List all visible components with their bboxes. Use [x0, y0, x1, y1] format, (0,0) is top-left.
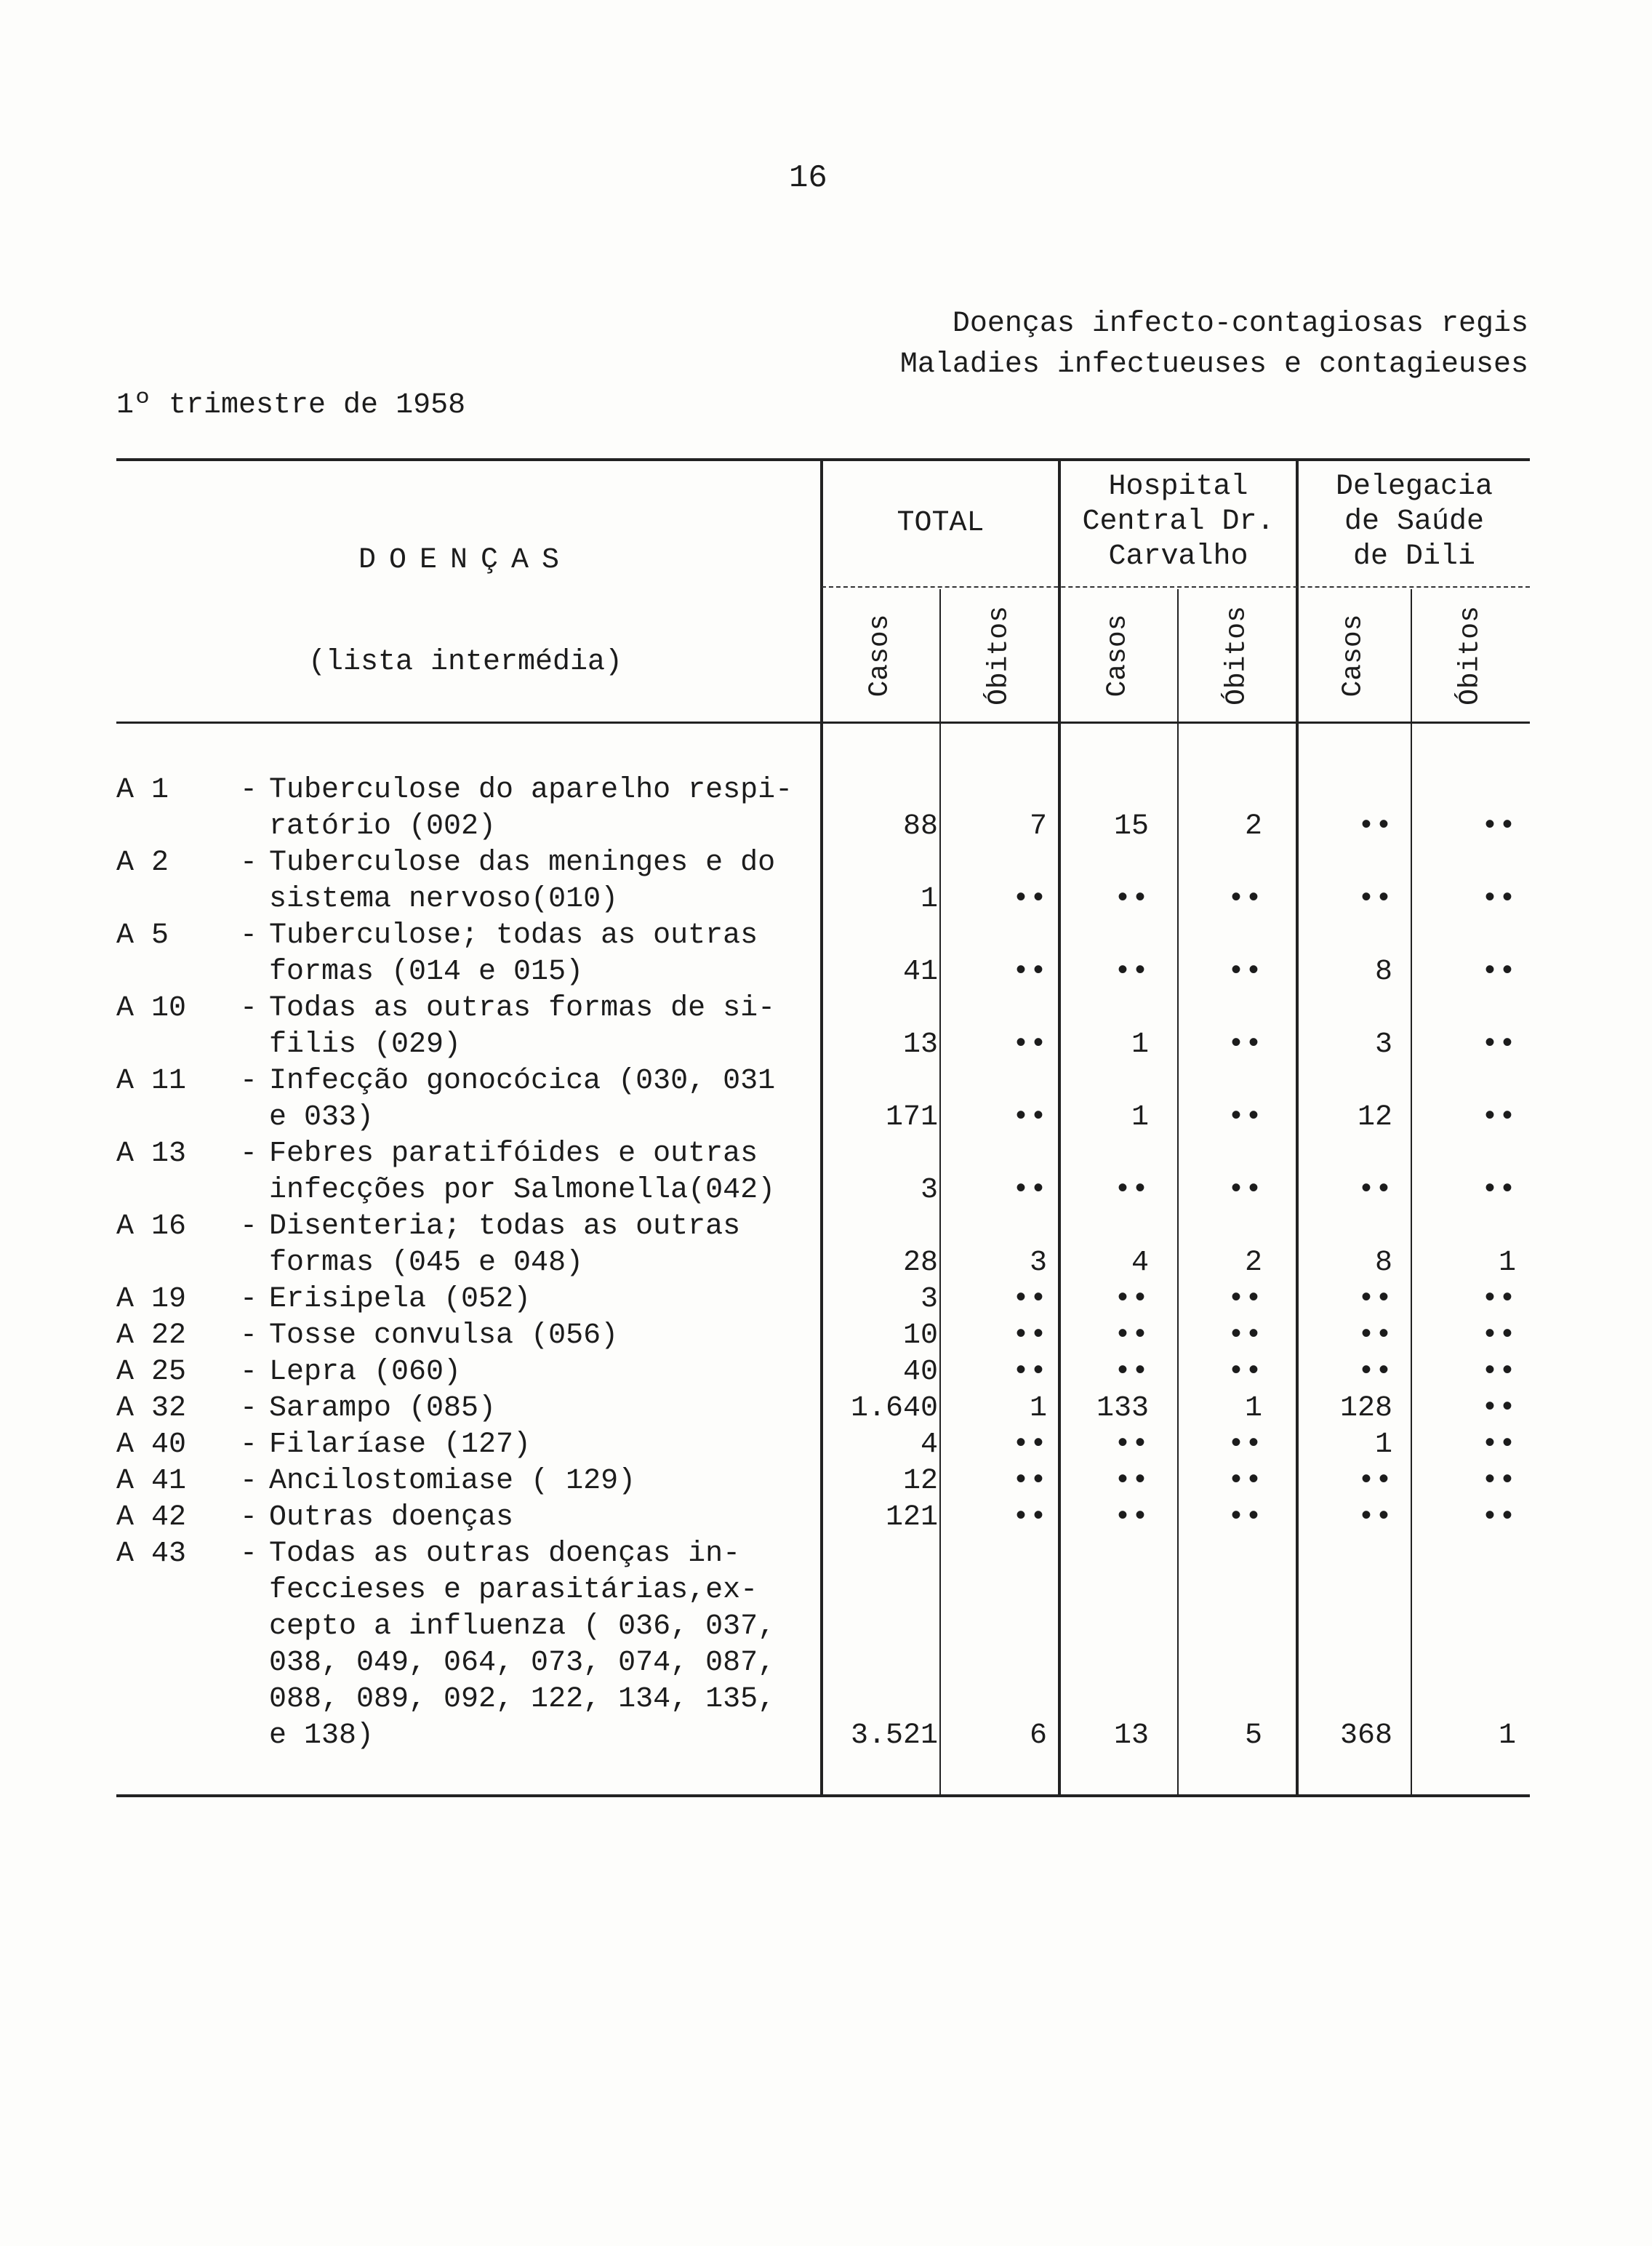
- cell-total-obitos: ••: [1011, 1465, 1047, 1498]
- separator-dash: -: [240, 1428, 258, 1461]
- disease-name-continued: sistema nervoso(010): [269, 883, 619, 916]
- separator-dash: -: [240, 1392, 258, 1425]
- cell-total-casos: 12: [902, 1465, 938, 1498]
- separator-dash: -: [240, 992, 258, 1025]
- cell-del-obitos: ••: [1480, 1283, 1516, 1316]
- cell-total-obitos: ••: [1011, 956, 1047, 988]
- cell-hosp-obitos: ••: [1227, 1501, 1262, 1534]
- disease-code: A 32: [116, 1392, 187, 1425]
- cell-hosp-obitos: ••: [1227, 1356, 1262, 1388]
- cell-del-casos: ••: [1357, 1501, 1392, 1534]
- cell-hosp-obitos: ••: [1227, 1174, 1262, 1207]
- table-bottom-rule: [116, 1794, 1530, 1797]
- disease-code: A 10: [116, 992, 187, 1025]
- cell-del-casos: 368: [1339, 1719, 1392, 1752]
- disease-name: Infecção gonocócica (030, 031: [269, 1065, 776, 1098]
- disease-name: Outras doenças: [269, 1501, 514, 1534]
- cell-del-obitos: ••: [1480, 1101, 1516, 1134]
- disease-name: Disenteria; todas as outras: [269, 1210, 741, 1243]
- title-portuguese: Doenças infecto-contagiosas regis: [952, 308, 1528, 340]
- cell-hosp-casos: ••: [1113, 1356, 1149, 1388]
- cell-total-obitos: 7: [1029, 810, 1047, 843]
- header-diseases: DOENÇAS: [358, 544, 573, 577]
- cell-total-obitos: ••: [1011, 1101, 1047, 1134]
- table-row: [116, 1354, 461, 1391]
- disease-name: Tuberculose; todas as outras: [269, 919, 758, 952]
- separator-dash: -: [240, 1501, 258, 1534]
- disease-code: A 41: [116, 1465, 187, 1498]
- cell-hosp-obitos: ••: [1227, 956, 1262, 988]
- cell-del-casos: 8: [1374, 1247, 1392, 1279]
- header-delegacia: Delegacia de Saúde de Dili: [1335, 471, 1493, 573]
- disease-code: A 22: [116, 1319, 187, 1352]
- table-title: [900, 304, 1528, 385]
- cell-total-obitos: 1: [1029, 1392, 1047, 1425]
- cell-hosp-casos: 1: [1131, 1101, 1149, 1134]
- cell-del-casos: 1: [1374, 1428, 1392, 1461]
- header-list: (lista intermédia): [308, 646, 623, 679]
- cell-hosp-casos: 4: [1131, 1247, 1149, 1279]
- disease-name: Filaríase (127): [269, 1428, 532, 1461]
- cell-del-obitos: ••: [1480, 1392, 1516, 1425]
- cell-total-obitos: 6: [1029, 1719, 1047, 1752]
- separator-dash: -: [240, 1138, 258, 1170]
- cell-hosp-obitos: ••: [1227, 1465, 1262, 1498]
- disease-code: A 2: [116, 847, 169, 879]
- cell-hosp-casos: ••: [1113, 1428, 1149, 1461]
- cell-del-obitos: ••: [1480, 1501, 1516, 1534]
- cell-total-casos: 3: [920, 1174, 938, 1207]
- cell-hosp-obitos: 5: [1244, 1719, 1262, 1752]
- disease-name: Febres paratifóides e outras: [269, 1138, 758, 1170]
- disease-name-continued: filis (029): [269, 1028, 462, 1061]
- table-row: [116, 1209, 740, 1282]
- header-total-obitos: Óbitos: [983, 606, 1015, 706]
- table-row: [116, 1463, 635, 1500]
- cell-total-obitos: ••: [1011, 1174, 1047, 1207]
- cell-total-obitos: ••: [1011, 1501, 1047, 1534]
- cell-total-obitos: ••: [1011, 1356, 1047, 1388]
- disease-name: Tuberculose do aparelho respi-: [269, 774, 793, 807]
- separator-dash: -: [240, 919, 258, 952]
- period-label: 1º trimestre de 1958: [116, 389, 466, 422]
- cell-del-obitos: 1: [1498, 1719, 1516, 1752]
- cell-hosp-obitos: ••: [1227, 1428, 1262, 1461]
- cell-del-casos: ••: [1357, 1319, 1392, 1352]
- cell-hosp-casos: ••: [1113, 1319, 1149, 1352]
- cell-total-obitos: ••: [1011, 1283, 1047, 1316]
- disease-name-continued: e 138): [269, 1719, 374, 1752]
- separator-dash: -: [240, 1356, 258, 1388]
- cell-total-obitos: 3: [1029, 1247, 1047, 1279]
- cell-del-casos: ••: [1357, 1356, 1392, 1388]
- table-top-rule: [116, 458, 1530, 461]
- cell-del-casos: ••: [1357, 810, 1392, 843]
- disease-code: A 42: [116, 1501, 187, 1534]
- cell-hosp-obitos: ••: [1227, 1283, 1262, 1316]
- disease-name: Todas as outras formas de si-: [269, 992, 776, 1025]
- cell-total-casos: 41: [902, 956, 938, 988]
- disease-name-continued: formas (014 e 015): [269, 956, 584, 988]
- disease-name: Erisipela (052): [269, 1283, 532, 1316]
- disease-code: A 19: [116, 1283, 187, 1316]
- cell-del-casos: ••: [1357, 1283, 1392, 1316]
- cell-hosp-obitos: 2: [1244, 1247, 1262, 1279]
- cell-hosp-casos: 15: [1113, 810, 1149, 843]
- table-row: [116, 1136, 775, 1209]
- disease-code: A 43: [116, 1538, 187, 1570]
- table-row: [116, 1427, 531, 1463]
- disease-name: Todas as outras doenças in-: [269, 1538, 741, 1570]
- header-total: TOTAL: [897, 507, 985, 540]
- cell-hosp-casos: ••: [1113, 1501, 1149, 1534]
- cell-del-casos: 128: [1339, 1392, 1392, 1425]
- cell-total-obitos: ••: [1011, 1319, 1047, 1352]
- cell-total-casos: 171: [885, 1101, 938, 1134]
- header-hospital-casos: Casos: [1102, 614, 1134, 698]
- page-number: 16: [789, 160, 827, 196]
- cell-del-casos: 8: [1374, 956, 1392, 988]
- header-hospital-obitos: Óbitos: [1221, 606, 1253, 706]
- disease-name: Ancilostomiase ( 129): [269, 1465, 636, 1498]
- disease-name-continued: infecções por Salmonella(042): [269, 1174, 776, 1207]
- disease-code: A 40: [116, 1428, 187, 1461]
- separator-dash: -: [240, 1065, 258, 1098]
- header-delegacia-casos: Casos: [1337, 614, 1369, 698]
- cell-hosp-casos: 133: [1096, 1392, 1149, 1425]
- table-row: [116, 991, 775, 1063]
- disease-code: A 1: [116, 774, 169, 807]
- cell-hosp-casos: 1: [1131, 1028, 1149, 1061]
- table-row: [116, 1391, 496, 1427]
- separator-dash: -: [240, 1210, 258, 1243]
- table-row: [116, 1536, 775, 1754]
- cell-hosp-casos: ••: [1113, 1465, 1149, 1498]
- cell-total-obitos: ••: [1011, 1428, 1047, 1461]
- table-row: [116, 1063, 775, 1136]
- table-row: [116, 1282, 531, 1318]
- cell-hosp-casos: ••: [1113, 1283, 1149, 1316]
- cell-del-obitos: ••: [1480, 883, 1516, 916]
- disease-name-continued: 038, 049, 064, 073, 074, 087,: [269, 1647, 776, 1679]
- cell-del-obitos: ••: [1480, 956, 1516, 988]
- disease-code: A 16: [116, 1210, 187, 1243]
- table-row: [116, 1318, 618, 1354]
- separator-dash: -: [240, 1465, 258, 1498]
- cell-del-obitos: ••: [1480, 1356, 1516, 1388]
- disease-name: Lepra (060): [269, 1356, 462, 1388]
- disease-name-continued: e 033): [269, 1101, 374, 1134]
- cell-total-obitos: ••: [1011, 1028, 1047, 1061]
- cell-total-casos: 88: [902, 810, 938, 843]
- disease-name-continued: ratório (002): [269, 810, 497, 843]
- separator-dash: -: [240, 1319, 258, 1352]
- disease-name: Tuberculose das meninges e do: [269, 847, 776, 879]
- cell-total-casos: 28: [902, 1247, 938, 1279]
- cell-hosp-casos: ••: [1113, 956, 1149, 988]
- cell-del-obitos: ••: [1480, 1319, 1516, 1352]
- table-row: [116, 918, 758, 991]
- table-row: [116, 772, 793, 845]
- disease-code: A 5: [116, 919, 169, 952]
- cell-del-obitos: 1: [1498, 1247, 1516, 1279]
- cell-total-casos: 4: [920, 1428, 938, 1461]
- cell-del-casos: 12: [1357, 1101, 1392, 1134]
- table-row: [116, 845, 775, 918]
- cell-hosp-casos: ••: [1113, 883, 1149, 916]
- separator-dash: -: [240, 774, 258, 807]
- cell-del-casos: ••: [1357, 1465, 1392, 1498]
- cell-total-casos: 40: [902, 1356, 938, 1388]
- cell-total-casos: 10: [902, 1319, 938, 1352]
- table-header-rule: [116, 722, 1530, 724]
- cell-hosp-obitos: ••: [1227, 1319, 1262, 1352]
- disease-name-continued: 088, 089, 092, 122, 134, 135,: [269, 1683, 776, 1716]
- cell-del-obitos: ••: [1480, 810, 1516, 843]
- separator-dash: -: [240, 1538, 258, 1570]
- cell-total-casos: 13: [902, 1028, 938, 1061]
- separator-dash: -: [240, 847, 258, 879]
- disease-name-continued: feccieses e parasitárias,ex-: [269, 1574, 758, 1607]
- cell-total-casos: 3: [920, 1283, 938, 1316]
- cell-del-casos: ••: [1357, 1174, 1392, 1207]
- disease-code: A 11: [116, 1065, 187, 1098]
- cell-hosp-casos: ••: [1113, 1174, 1149, 1207]
- disease-code: A 13: [116, 1138, 187, 1170]
- disease-code: A 25: [116, 1356, 187, 1388]
- cell-del-obitos: ••: [1480, 1174, 1516, 1207]
- cell-total-obitos: ••: [1011, 883, 1047, 916]
- cell-hosp-obitos: 1: [1244, 1392, 1262, 1425]
- cell-del-obitos: ••: [1480, 1465, 1516, 1498]
- title-french: Maladies infectueuses e contagieuses: [899, 348, 1528, 381]
- disease-name: Tosse convulsa (056): [269, 1319, 619, 1352]
- cell-del-casos: 3: [1374, 1028, 1392, 1061]
- cell-total-casos: 1.640: [850, 1392, 938, 1425]
- subheader-rule: [822, 586, 1530, 588]
- table-row: [116, 1500, 513, 1536]
- cell-del-obitos: ••: [1480, 1428, 1516, 1461]
- header-total-casos: Casos: [864, 614, 896, 698]
- header-hospital: Hospital Central Dr. Carvalho: [1082, 471, 1275, 573]
- disease-name: Sarampo (085): [269, 1392, 497, 1425]
- cell-total-casos: 121: [885, 1501, 938, 1534]
- cell-del-obitos: ••: [1480, 1028, 1516, 1061]
- cell-hosp-obitos: 2: [1244, 810, 1262, 843]
- disease-name-continued: formas (045 e 048): [269, 1247, 584, 1279]
- separator-dash: -: [240, 1283, 258, 1316]
- cell-hosp-obitos: ••: [1227, 1101, 1262, 1134]
- cell-hosp-obitos: ••: [1227, 883, 1262, 916]
- cell-del-casos: ••: [1357, 883, 1392, 916]
- disease-name-continued: cepto a influenza ( 036, 037,: [269, 1610, 776, 1643]
- cell-hosp-casos: 13: [1113, 1719, 1149, 1752]
- cell-total-casos: 1: [920, 883, 938, 916]
- cell-hosp-obitos: ••: [1227, 1028, 1262, 1061]
- header-delegacia-obitos: Óbitos: [1454, 606, 1486, 706]
- cell-total-casos: 3.521: [850, 1719, 938, 1752]
